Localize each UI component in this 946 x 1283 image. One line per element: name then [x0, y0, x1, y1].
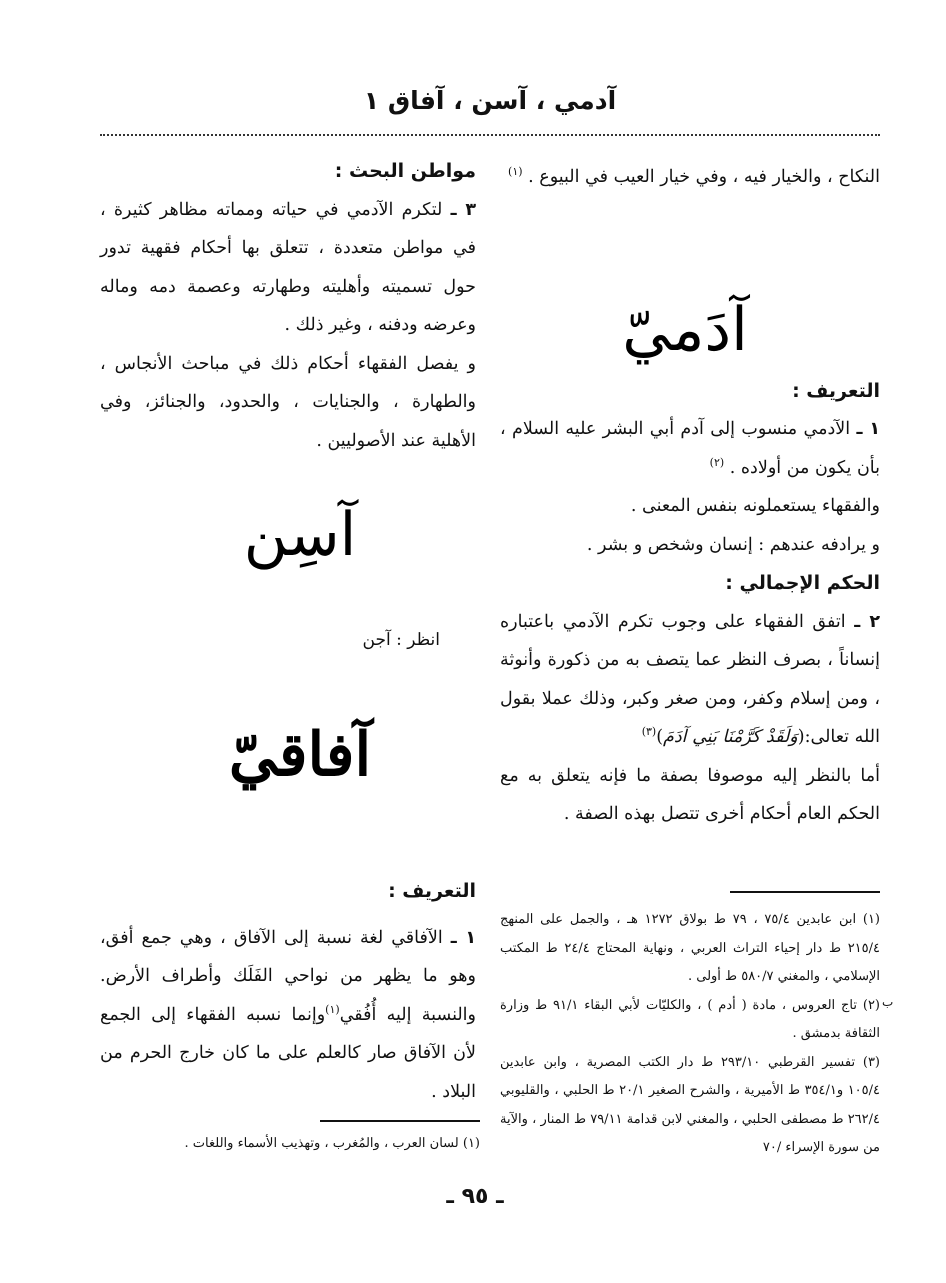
entry-title-asin: آسِن	[243, 500, 357, 570]
footnote-rule-left	[320, 1120, 480, 1122]
footnote: (٣) تفسير القرطبي ٢٩٣/١٠ ط دار الكتب المصرية ، وابن عابدين ١٠٥/٤ و٣٥٤/١ ط الأميرية ، والشرح الصغير ٢٠/١ ط الحلبي ، والقليوبي ٢٦٢/٤ ط مصطفى الحلبي ، والمغني لابن قدامة ٧٩/١١ ط المنار ، والآية من سورة الإسراء /٧٠	[500, 1054, 881, 1155]
topics-heading: مواطن البحث :	[334, 160, 476, 182]
footnote-ref[interactable]: (١)	[508, 165, 523, 179]
afaq-section	[100, 872, 476, 1111]
entry-title-adami: آدَميّ	[622, 295, 748, 365]
paragraph-4-left: و يفصل الفقهاء أحكام ذلك في مباحث الأنجاس ، والطهارة ، والجنايات ، والحدود، والجنائز، وفي الأهلية عند الأصوليين .	[100, 353, 476, 451]
afaq-definition-heading: التعريف :	[388, 880, 476, 902]
paragraph-1: ١ ـ الآدمي منسوب إلى آدم أبي البشر عليه السلام ، بأن يكون من أولاده . $^{(٢)}$	[500, 419, 880, 478]
header-divider	[100, 134, 880, 136]
footnotes-left	[150, 1130, 480, 1159]
intro-paragraph: النكاح ، والخيار فيه ، وفي خيار العيب في البيوع . $^{(١)}$	[508, 165, 880, 187]
footnotes-right	[500, 906, 880, 1163]
paragraph-2: ٢ ـ اتفق الفقهاء على وجوب تكرم الآدمي باعتباره إنساناً ، بصرف النظر عما يتصف به من ذكورة وأنوثة ، ومن إسلام وكفر، ومن صغر وكبر، وذلك عملا بقول الله تعالى:(وَلَقَدْ كَرَّمْنَا بَنِي آدَمَ)$^{(٣)}$	[500, 611, 880, 747]
left-column	[100, 152, 476, 460]
footnote-ref[interactable]: (٢)	[709, 455, 725, 469]
right-column	[500, 158, 880, 834]
footnote: (٢) تاج العروس ، مادة ( أدم ) ، والكليّات لأبي البقاء ٩١/١ ط وزارة الثقافة بدمشق .	[500, 997, 880, 1041]
afaq-paragraph-1: ١ ـ الآفاقي لغة نسبة إلى الآفاق ، وهي جمع أفق، وهو ما يظهر من نواحي الفَلَك وأطراف الأرض. والنسبة إليه أُفُقي$^{(١)}$وإنما نسبه الفقهاء إلى الجمع لأن الآفاق صار كالعلم على ما كان خارج الحرم من البلاد .	[100, 927, 476, 1102]
footnote-rule-right	[730, 891, 880, 893]
paragraph-1c: و يرادفه عندهم : إنسان وشخص و بشر .	[586, 534, 880, 555]
page-number: ـ ٩٥ ـ	[446, 1184, 504, 1209]
paragraph-1b: والفقهاء يستعملونه بنفس المعنى .	[630, 496, 880, 516]
footnote: (١) لسان العرب ، والمُغرب ، وتهذيب الأسماء واللغات .	[184, 1136, 480, 1151]
paragraph-3-left: ٣ ـ لتكرم الآدمي في حياته ومماته مظاهر كثيرة ، في مواطن متعددة ، تتعلق بها أحكام فقهية تدور حول تسميته وأهليته وطهارته وعصمة دمه وماله وعرضه ودفنه ، وغير ذلك .	[100, 199, 476, 335]
quran-verse: وَلَقَدْ كَرَّمْنَا بَنِي آدَمَ	[663, 727, 798, 747]
paragraph-3: أما بالنظر إليه موصوفا بصفة ما فإنه يتعلق به مع الحكم العام أحكام أخرى تتصل بهذه الصفة .	[500, 765, 880, 824]
entry-title-afaq: آفاقيّ	[228, 720, 372, 790]
see-also[interactable]: انظر : آجن	[362, 630, 440, 650]
ruling-heading: الحكم الإجمالي :	[725, 572, 880, 594]
running-header: آدمي ، آسن ، آفاق ١	[363, 86, 617, 115]
footnote-ref[interactable]: (٣)	[641, 725, 657, 739]
footnote-ref[interactable]: (١)	[325, 1002, 340, 1016]
footnote: (١) ابن عابدين ٧٥/٤ ، ٧٩ ط بولاق ١٢٧٢ هـ ، والجمل على المنهج ٢١٥/٤ ط دار إحياء التراث العربي ، ونهاية المحتاج ٢٤/٤ ط المكتب الإسلامي ، والمغني ٥٨٠/٧ ط أولى .	[500, 912, 880, 984]
margin-mark: ب	[882, 995, 894, 1009]
definition-heading: التعريف :	[792, 379, 880, 402]
